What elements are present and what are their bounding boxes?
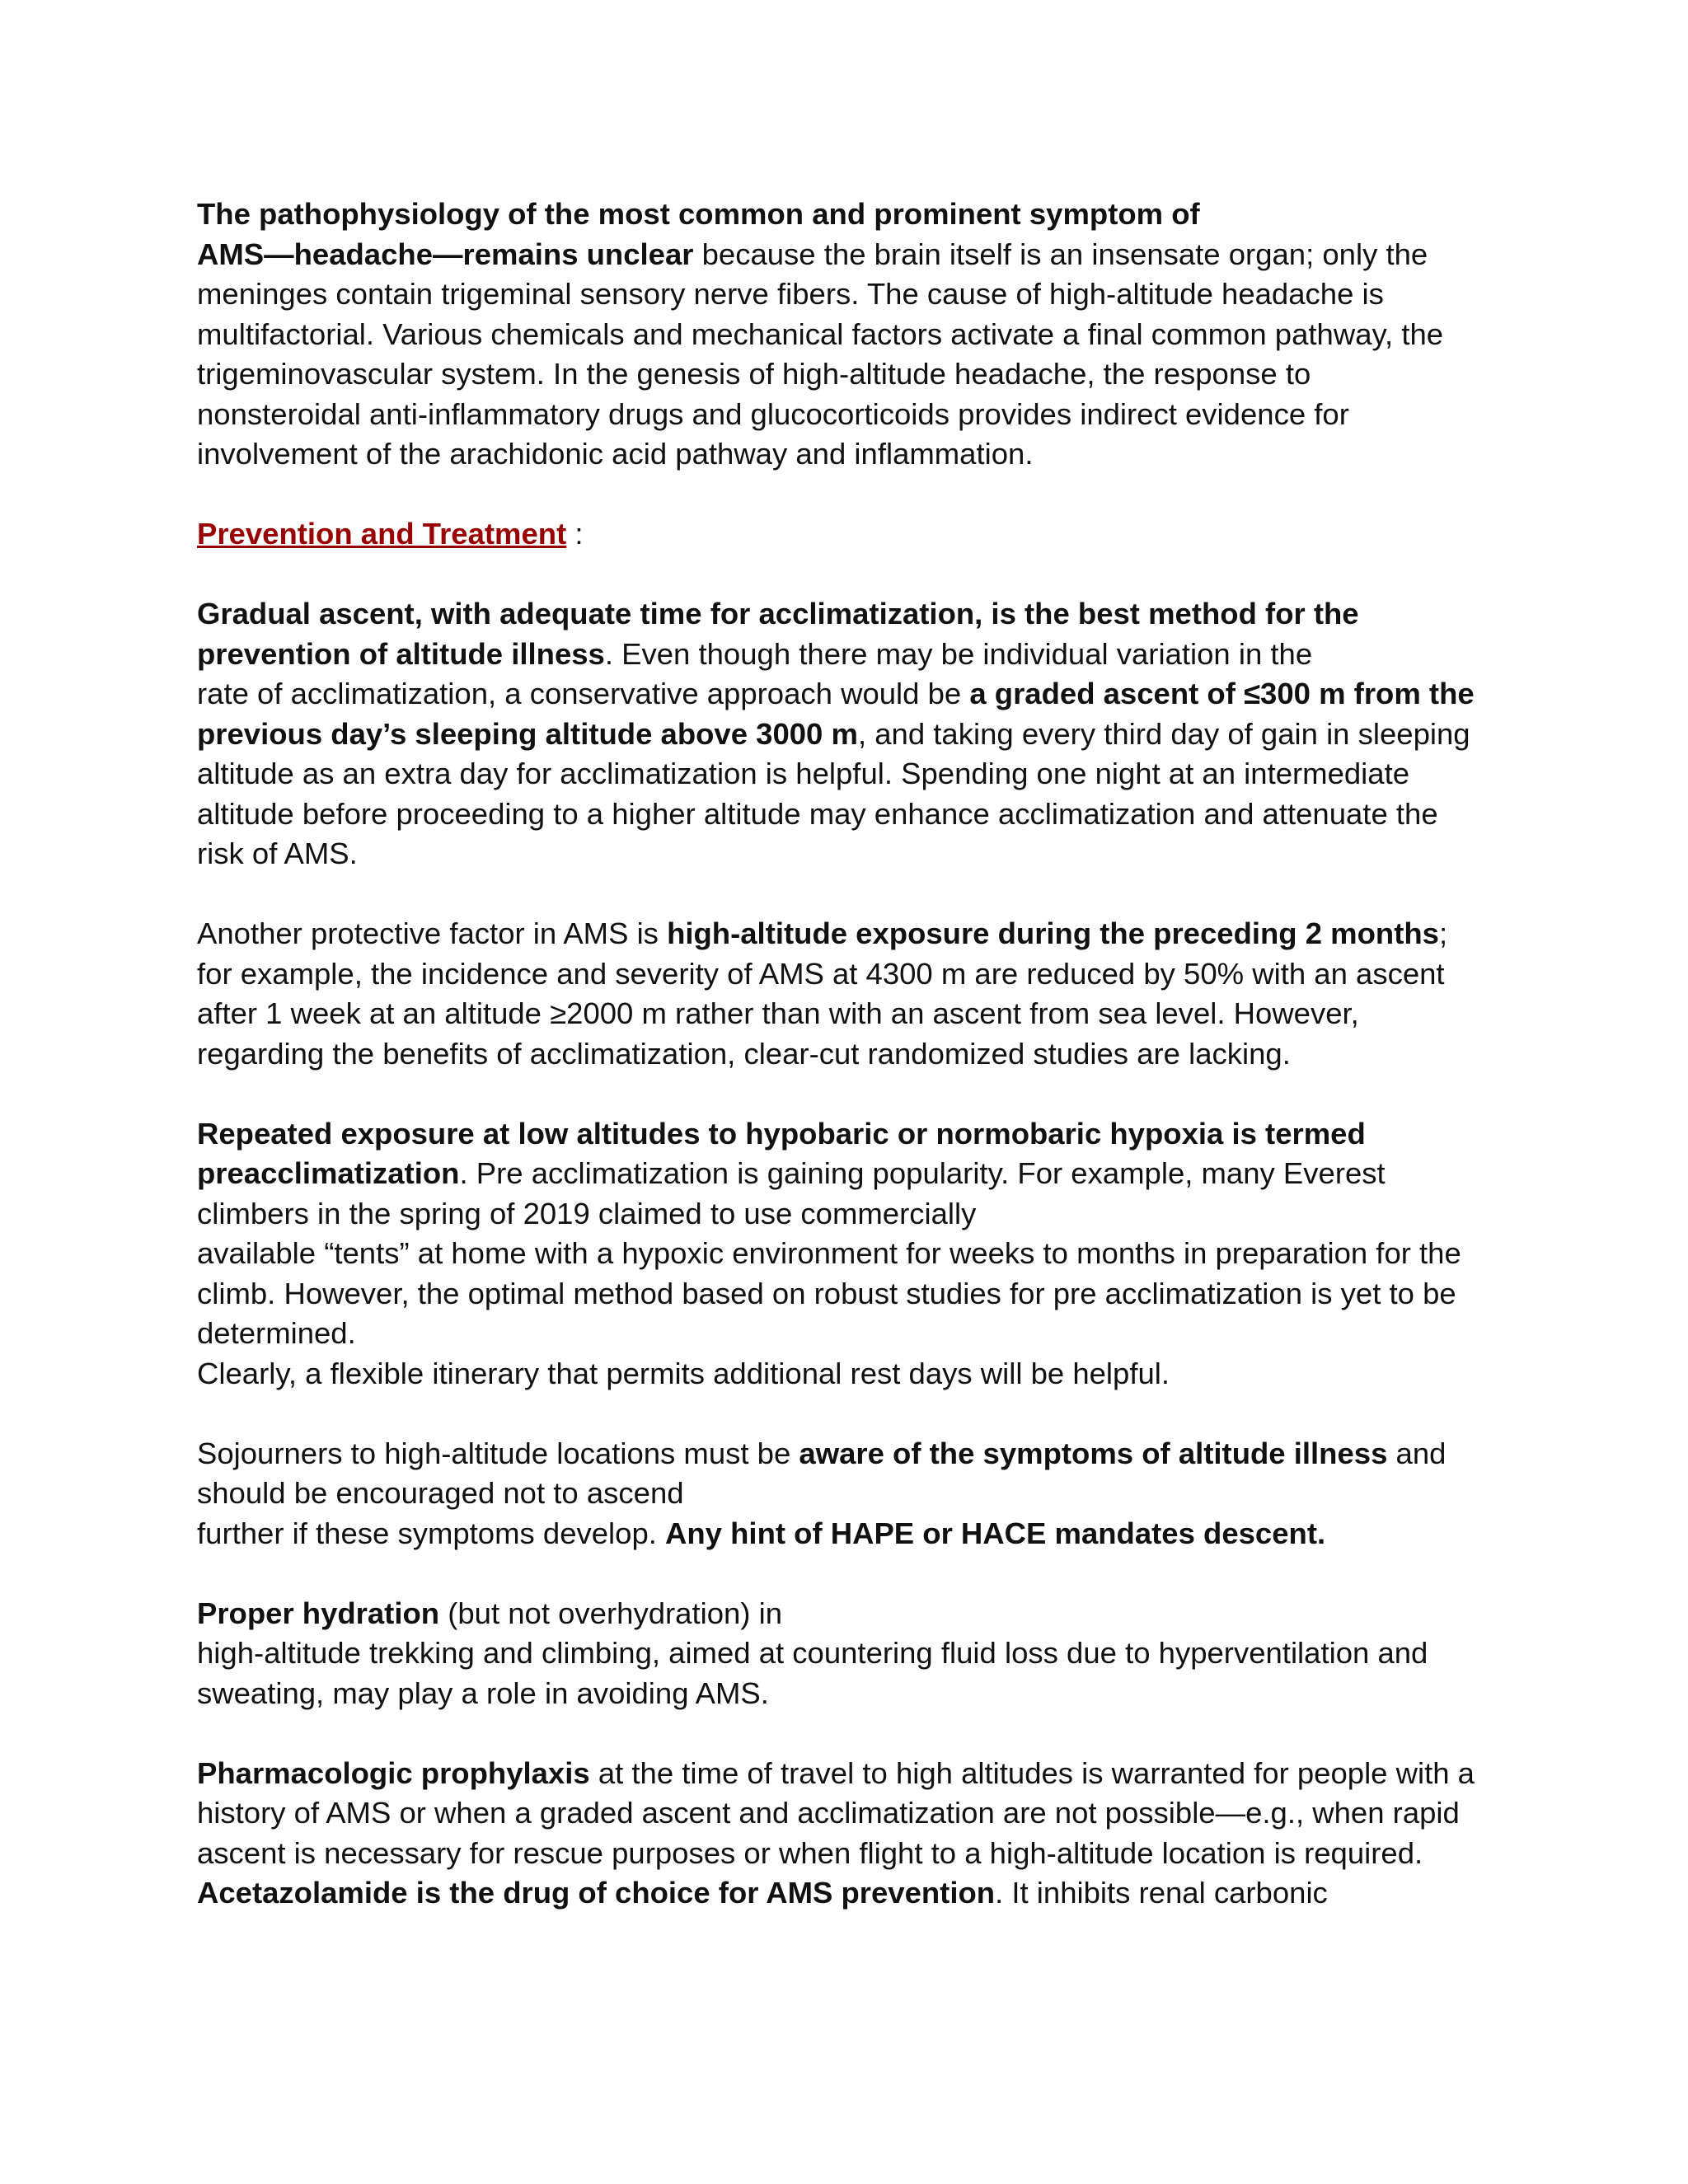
- body-text: further if these symptoms develop.: [197, 1516, 666, 1550]
- body-text: history of AMS or when a graded ascent and acclimatization are not possible—e.g., when rapid: [197, 1796, 1460, 1830]
- body-text: , and taking every third day of gain in sleeping: [857, 716, 1470, 751]
- body-text: sweating, may play a role in avoiding AMS.: [197, 1675, 769, 1710]
- bold-text: Proper hydration: [197, 1596, 440, 1630]
- bold-text: The pathophysiology of the most common and prominent symptom of: [197, 197, 1200, 231]
- body-text: climb. However, the optimal method based on robust studies for pre acclimatization is yet to be: [197, 1276, 1456, 1310]
- body-text: determined.: [197, 1316, 356, 1350]
- body-text: climbers in the spring of 2019 claimed to use commercially: [197, 1196, 977, 1230]
- bold-text: preacclimatization: [197, 1156, 460, 1190]
- paragraph-spacer: [197, 475, 1532, 515]
- paragraph-spacer: [197, 1554, 1532, 1594]
- paragraph-sojourners: [197, 1434, 1532, 1554]
- bold-text: prevention of altitude illness: [197, 636, 605, 671]
- body-text: risk of AMS.: [197, 837, 358, 870]
- paragraph-hydration: [197, 1594, 1532, 1714]
- bold-text: Gradual ascent, with adequate time for acclimatization, is the best method for the: [197, 597, 1359, 630]
- body-text: multifactorial. Various chemicals and mechanical factors activate a final common pathway, the: [197, 316, 1444, 351]
- heading-suffix: :: [566, 517, 584, 551]
- body-text: high-altitude trekking and climbing, aimed at countering fluid loss due to hyperventilation and: [197, 1636, 1428, 1670]
- paragraph-spacer: [197, 555, 1532, 595]
- body-text: . It inhibits renal carbonic: [995, 1876, 1328, 1910]
- paragraph-spacer: [197, 1713, 1532, 1754]
- body-text: nonsteroidal anti-inflammatory drugs and glucocorticoids provides indirect evidence for: [197, 396, 1349, 431]
- body-text: involvement of the arachidonic acid pathway and inflammation.: [197, 437, 1034, 471]
- paragraph-spacer: [197, 874, 1532, 915]
- body-text: rate of acclimatization, a conservative approach would be: [197, 677, 970, 710]
- body-text: Clearly, a flexible itinerary that permits additional rest days will be helpful.: [197, 1356, 1170, 1390]
- bold-text: Acetazolamide is the drug of choice for AMS prevention: [197, 1876, 996, 1910]
- body-text: . Pre acclimatization is gaining popularity. For example, many Everest: [459, 1156, 1386, 1190]
- heading-link-prevention-treatment[interactable]: Prevention and Treatment: [197, 517, 567, 551]
- body-text: available “tents” at home with a hypoxic environment for weeks to months in preparation for the: [197, 1236, 1461, 1270]
- paragraph-preacclimatization: [197, 1114, 1532, 1394]
- paragraph-protective-factor: [197, 914, 1532, 1074]
- body-text: (but not overhydration) in: [439, 1596, 782, 1630]
- body-text: and: [1387, 1436, 1447, 1470]
- bold-text: Pharmacologic prophylaxis: [197, 1755, 590, 1790]
- bold-text: Any hint of HAPE or HACE mandates descent.: [665, 1516, 1326, 1550]
- body-text: regarding the benefits of acclimatization, clear-cut randomized studies are lacking.: [197, 1036, 1291, 1071]
- bold-text: Repeated exposure at low altitudes to hypobaric or normobaric hypoxia is termed: [197, 1116, 1366, 1151]
- bold-text: aware of the symptoms of altitude illness: [799, 1436, 1388, 1470]
- paragraph-gradual-ascent: [197, 594, 1532, 874]
- paragraph-pathophysiology: [197, 194, 1532, 475]
- paragraph-pharmacologic: [197, 1754, 1532, 1914]
- body-text: altitude before proceeding to a higher altitude may enhance acclimatization and attenuate the: [197, 796, 1438, 831]
- body-text: should be encouraged not to ascend: [197, 1476, 684, 1510]
- body-text: at the time of travel to high altitudes is warranted for people with a: [589, 1755, 1475, 1790]
- body-text: Another protective factor in AMS is: [197, 916, 668, 950]
- body-text: . Even though there may be individual variation in the: [604, 636, 1313, 671]
- body-text: after 1 week at an altitude ≥2000 m rather than with an ascent from sea level. However,: [197, 996, 1359, 1030]
- bold-text: a graded ascent of ≤300 m from the: [969, 677, 1475, 710]
- body-text: altitude as an extra day for acclimatization is helpful. Spending one night at an intermediate: [197, 757, 1410, 790]
- paragraph-spacer: [197, 1394, 1532, 1434]
- paragraph-spacer: [197, 1074, 1532, 1114]
- body-text: ;: [1438, 916, 1448, 950]
- body-text: for example, the incidence and severity of AMS at 4300 m are reduced by 50% with an ascent: [197, 956, 1445, 991]
- body-text: trigeminovascular system. In the genesis of high-altitude headache, the response to: [197, 357, 1311, 391]
- bold-text: AMS—headache—remains unclear: [197, 237, 694, 271]
- bold-text: high-altitude exposure during the preceding 2 months: [667, 916, 1439, 950]
- body-text: meninges contain trigeminal sensory nerve fibers. The cause of high-altitude headache is: [197, 277, 1384, 311]
- document-page: [197, 194, 1532, 1914]
- bold-text: previous day’s sleeping altitude above 3000 m: [197, 716, 858, 751]
- section-heading: [197, 514, 1532, 555]
- body-text: Sojourners to high-altitude locations must be: [197, 1436, 799, 1470]
- body-text: ascent is necessary for rescue purposes or when flight to a high-altitude location is required.: [197, 1835, 1423, 1870]
- body-text: because the brain itself is an insensate organ; only the: [693, 237, 1428, 271]
